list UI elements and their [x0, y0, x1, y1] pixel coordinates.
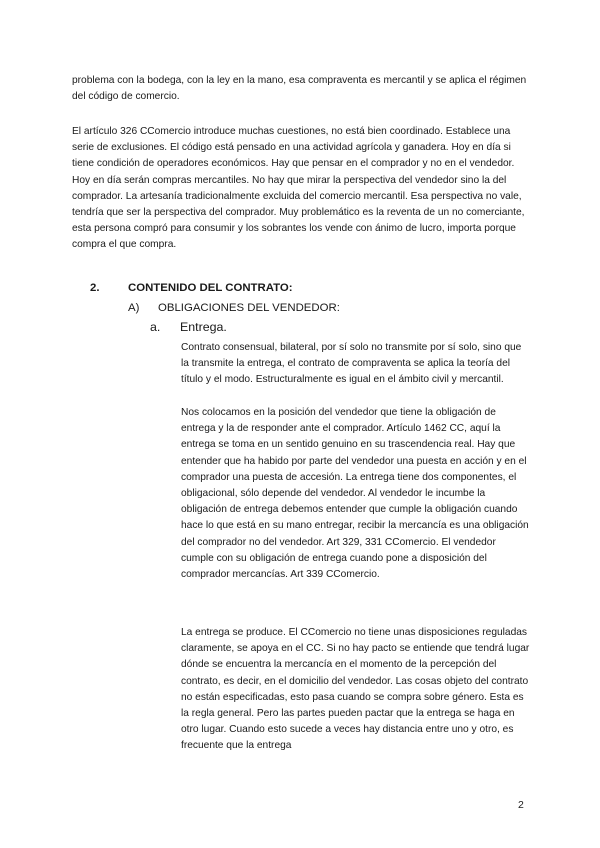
- item-title: Entrega.: [180, 320, 227, 334]
- item-number: a.: [150, 320, 161, 334]
- page-number: 2: [518, 799, 524, 811]
- section-title: CONTENIDO DEL CONTRATO:: [128, 282, 293, 294]
- item-heading: [150, 320, 227, 334]
- section-heading: [90, 282, 293, 294]
- subsection-title: OBLIGACIONES DEL VENDEDOR:: [158, 302, 340, 314]
- subsection-heading: [128, 302, 340, 314]
- body-paragraph-seller-position: Nos colocamos en la posición del vendedor que tiene la obligación de entrega y la de responder ante el comprador. Artículo 1462 CC, aquí la entrega se toma en un sentido genuino en su trascendencia real. Hay que entender que ha habido por parte del vendedor una puesta en acción y en el comprador una puesta de accesión. La entrega tiene dos componentes, el obligacional, sólo depende del vendedor. Al vendedor le incumbe la obligación de entrega debemos entender que cumple la obligación cuando hace lo que está en su mano entregar, recibir la mercancía es una obligación del comprador no del vendedor. Art 329, 331 CComercio. El vendedor cumple con su obligación de entrega cuando pone a disposición del comprador mercancías. Art 339 CComercio.: [181, 407, 529, 581]
- paragraph-article-326: El artículo 326 CComercio introduce muchas cuestiones, no está bien coordinado. Establece una serie de exclusiones. El código está pensado en una actividad agrícola y ganadera. Hoy en día si tiene condición de operadores económicos. Hay que pensar en el comprador y no en el vendedor. Hoy en día serán compras mercantiles. No hay que mirar la perspectiva del vendedor sino la del comprador. La artesanía tradicionalmente excluida del comercio mercantil. Esa perspectiva no vale, tendría que ser la perspectiva del comprador. Muy problemático es la reventa de un no comerciante, esta persona compró para consumir y los sobrantes los vende con ánimo de lucro, importa porque compra el que compra.: [72, 126, 525, 251]
- body-paragraph-delivery: La entrega se produce. El CComercio no tiene unas disposiciones reguladas claramente, se apoya en el CC. Si no hay pacto se entiende que tendrá lugar dónde se encuentra la mercancía en el momento de la percepción del contrato, es decir, en el domicilio del vendedor. Las cosas objeto del contrato no están especificadas, esto pasa cuando se compra sobre género. Esta es la regla general. Pero las partes pueden pactar que la entrega se haga en otro lugar. Cuando esto sucede a veces hay distancia entre uno y otro, es frecuente que la entrega: [181, 627, 530, 752]
- paragraph-intro: problema con la bodega, con la ley en la mano, esa compraventa es mercantil y se aplica el régimen del código de comercio.: [72, 75, 527, 103]
- section-number: 2.: [90, 282, 100, 294]
- body-paragraph-contract: Contrato consensual, bilateral, por sí solo no transmite por sí solo, sino que la transmite la entrega, el contrato de compraventa se aplica la teoría del título y el modo. Estructuralmente es igual en el ámbito civil y mercantil.: [181, 342, 522, 386]
- subsection-number: A): [128, 302, 140, 314]
